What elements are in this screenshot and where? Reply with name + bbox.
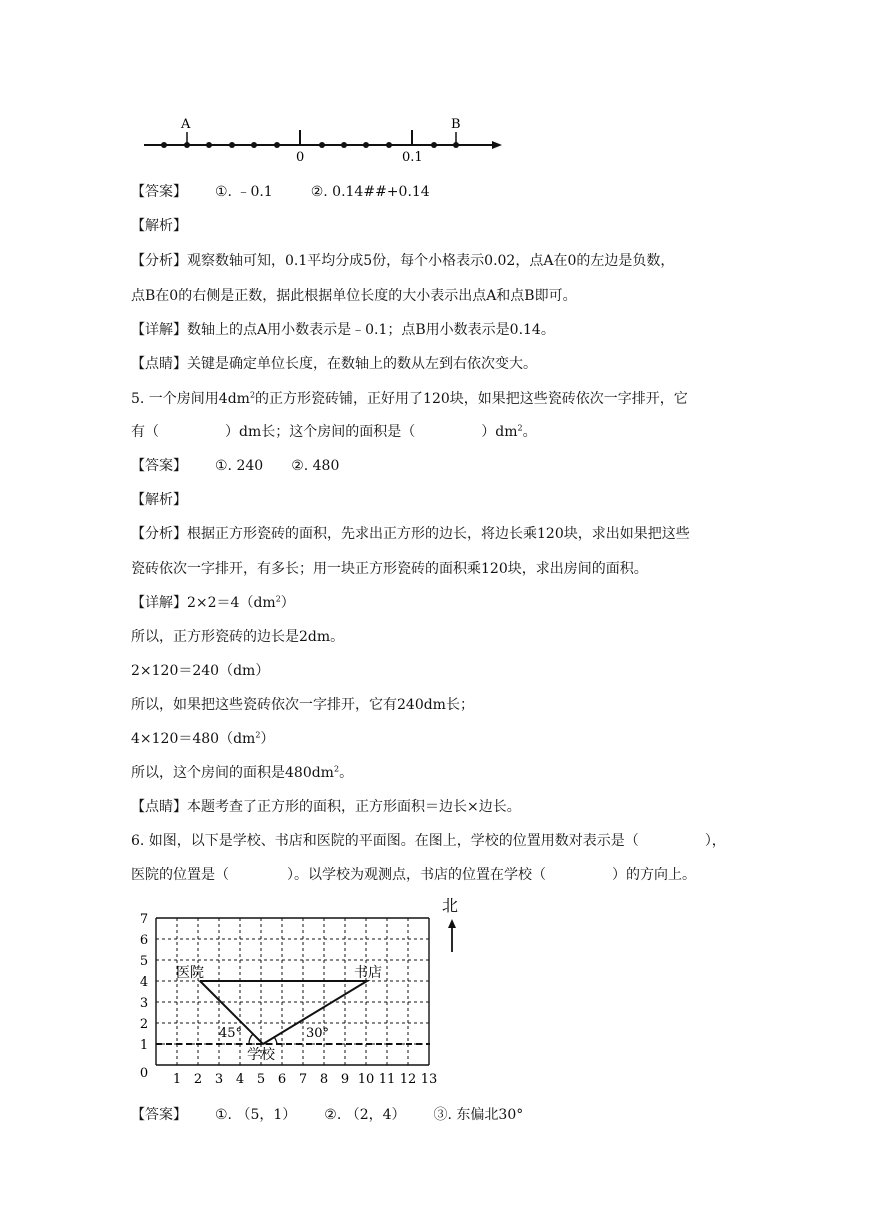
grid-labels [140,912,437,1087]
q5-calc3: 4×120＝480（dm [131,731,256,747]
dianjing-tag: 【点睛】 [131,799,187,815]
number-line-figure [138,112,508,167]
answer-tag: 【答案】 [131,1107,187,1123]
q5-so1: 所以，正方形瓷砖的边长是2dm。 [131,629,345,645]
x-axis-tick-label: 10 [357,1072,375,1087]
q5-stem-e-sup: 2 [517,423,523,433]
x-axis-tick-label: 11 [378,1072,396,1087]
y-axis-tick-label: 5 [139,954,149,969]
grid-map-figure [136,894,476,1092]
q4-answer-1: ①. ﹣0.1 [215,184,273,200]
q5-calc1-sup: 2 [275,594,281,604]
q5-stem-line2 [131,421,537,441]
q5-so3-line [131,762,353,782]
answer-tag: 【答案】 [131,458,187,474]
fenxi-text: 观察数轴可知，0.1平均分成5份，每个小格表示0.02，点A在0的左边是负数， [187,253,675,269]
q6-stem-d: ）。以学校为观测点，书店的位置在学校（ [287,867,546,883]
point-one-label: 0.1 [402,150,423,165]
point-a-label: A [181,117,191,132]
grid-lines [156,918,429,1065]
x-axis-tick-label: 2 [193,1072,203,1087]
q5-calc3-end: ） [260,731,275,747]
q5-answer-1: ①. 240 [215,458,264,474]
angle-arc-left [249,1034,253,1044]
x-axis-tick-label: 7 [298,1072,308,1087]
q6-stem-e: ）的方向上。 [612,867,696,883]
q5-stem-c: 有（ [131,424,159,440]
fenxi-text: 根据正方形瓷砖的面积，先求出正方形的边长，将边长乘120块，求出如果把这些 [187,526,690,542]
y-axis-tick-label: 6 [139,933,149,948]
y-axis-tick-label: 1 [139,1038,149,1053]
x-axis-tick-label: 9 [340,1072,350,1087]
y-axis-tick-label: 4 [139,975,149,990]
q5-answer-line [131,455,339,475]
number-line-arrow [492,141,502,149]
hospital-label: 医院 [176,965,204,981]
q5-stem-sup: 2 [249,390,256,400]
q4-dianjing [131,353,537,373]
fenxi-tag: 【分析】 [131,253,187,269]
x-axis-tick-label: 6 [277,1072,287,1087]
q6-stem-line2 [131,864,696,884]
q4-analysis-tag: 【解析】 [131,218,187,234]
y-axis-tick-label: 3 [139,996,149,1011]
angle-arc-right [274,1037,277,1044]
q6-stem-c: 医院的位置是（ [131,867,229,883]
q6-stem-line1 [131,830,726,850]
q5-stem-line1 [131,388,688,408]
x-axis-tick-label: 1 [172,1072,182,1087]
x-axis-tick-label: 13 [420,1072,438,1087]
q5-fenxi-line2: 瓷砖依次一字排开，有多长；用一块正方形瓷砖的面积乘120块，求出房间的面积。 [131,561,648,577]
q5-calc1: 2×2＝4（dm [187,595,276,611]
q6-stem-b: ）， [704,833,726,849]
q5-so3-end: 。 [339,765,354,781]
q5-fenxi-line1 [131,523,690,543]
q5-dianjing [131,796,521,816]
q5-so3: 所以，这个房间的面积是480dm [131,765,334,781]
q4-fenxi-line2: 点B在0的右侧是正数，据此根据单位长度的大小表示出点A和点B即可。 [131,288,577,304]
y-axis-tick-label: 2 [139,1017,149,1032]
north-arrow-icon [448,919,456,928]
north-label: 北 [442,896,459,915]
y-axis-tick-label: 7 [139,912,149,927]
q5-stem-f: 。 [522,424,537,440]
q4-xiangjie [131,319,555,339]
q4-answer-2: ②. 0.14##+0.14 [310,184,430,200]
x-axis-tick-label: 12 [399,1072,417,1087]
q5-stem-e: ）dm [481,424,518,440]
xiangjie-text: 数轴上的点A用小数表示是﹣0.1；点B用小数表示是0.14。 [187,322,555,338]
angle-left-label: 45° [219,1026,243,1041]
q5-calc1-end: ） [280,595,295,611]
x-axis-tick-label: 4 [235,1072,245,1087]
bookstore-label: 书店 [354,965,382,981]
q5-xiangjie-calc1 [131,592,295,612]
xiangjie-tag: 【详解】 [131,595,187,611]
q5-so2: 所以，如果把这些瓷砖依次一字排开，它有240dm长； [131,697,474,713]
dianjing-text: 关键是确定单位长度，在数轴上的数从左到右依次变大。 [187,356,537,372]
q6-stem-a: 6. 如图，以下是学校、书店和医院的平面图。在图上，学校的位置用数对表示是（ [131,833,639,849]
xiangjie-tag: 【详解】 [131,322,187,338]
q6-answer-line [131,1104,523,1124]
school-label: 学校 [247,1047,275,1063]
fenxi-tag: 【分析】 [131,526,187,542]
y-axis-tick-label: 0 [139,1066,149,1081]
q5-analysis-tag: 【解析】 [131,492,187,508]
dianjing-tag: 【点睛】 [131,356,187,372]
angle-right-label: 30° [306,1026,330,1041]
q5-calc3-line [131,728,274,748]
q5-calc3-sup: 2 [255,730,261,740]
q5-calc2: 2×120＝240（dm） [131,663,270,679]
q6-answer-2: ②. （2，4） [324,1107,406,1123]
point-b-label: B [451,117,461,132]
q6-answer-3: ③. 东偏北30° [433,1107,524,1123]
q5-answer-2: ②. 480 [291,458,340,474]
q5-stem-d: ）dm长；这个房间的面积是（ [225,424,416,440]
answer-tag: 【答案】 [131,184,187,200]
q5-so3-sup: 2 [333,764,340,774]
x-axis-tick-label: 8 [319,1072,329,1087]
q4-fenxi-line1 [131,250,674,270]
q5-stem-a: 5. 一个房间用4dm [131,391,250,407]
q6-answer-1: ①. （5，1） [215,1107,297,1123]
q5-stem-b: 的正方形瓷砖铺，正好用了120块，如果把这些瓷砖依次一字排开，它 [255,391,688,407]
x-axis-tick-label: 3 [214,1072,224,1087]
x-axis-tick-label: 5 [256,1072,266,1087]
zero-label: 0 [296,150,305,165]
dianjing-text: 本题考查了正方形的面积，正方形面积＝边长×边长。 [187,799,521,815]
q4-answer-line [131,181,430,201]
